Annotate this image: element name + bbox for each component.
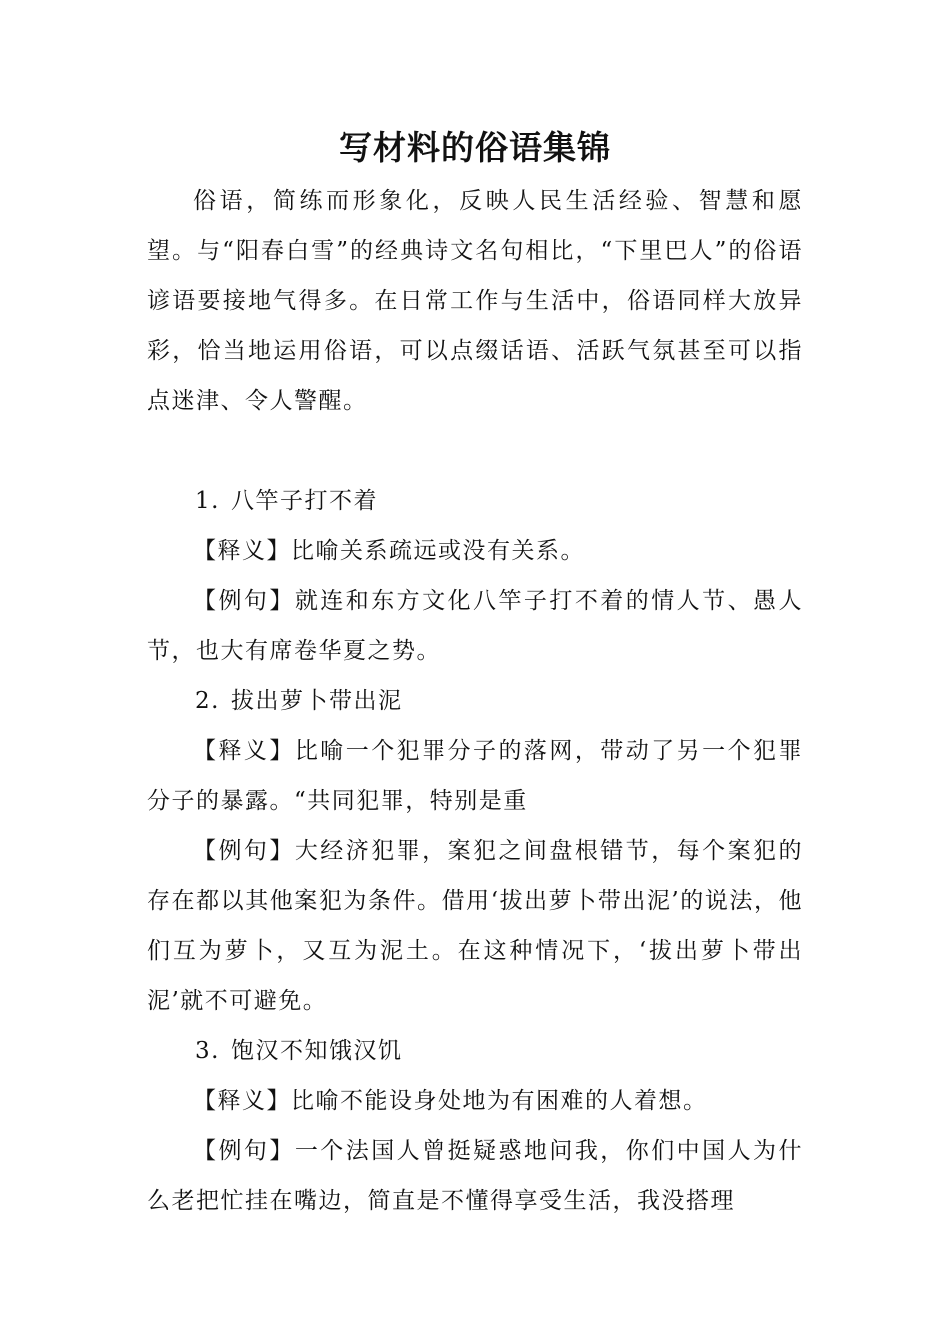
- proverb-phrase: 拔出萝卜带出泥: [231, 688, 403, 714]
- section-spacer: [147, 426, 803, 476]
- proverb-meaning: 【释义】比喻一个犯罪分子的落网，带动了另一个犯罪分子的暴露。“共同犯罪，特别是重: [147, 738, 803, 814]
- proverb-number: 3.: [195, 1038, 220, 1064]
- proverb-heading: [147, 676, 803, 726]
- proverb-number: 2.: [195, 688, 220, 714]
- proverb-meaning: 【释义】比喻关系疏远或没有关系。: [193, 538, 585, 564]
- proverb-example: 【例句】就连和东方文化八竿子打不着的情人节、愚人节，也大有席卷华夏之势。: [147, 588, 803, 664]
- proverb-number: 1.: [195, 488, 220, 514]
- proverb-item-3: [147, 1026, 803, 1226]
- proverb-item-2: [147, 676, 803, 1026]
- proverb-heading: [147, 476, 803, 526]
- document-title: 写材料的俗语集锦: [339, 128, 611, 167]
- proverb-heading: [147, 1026, 803, 1076]
- proverb-example: 【例句】大经济犯罪，案犯之间盘根错节，每个案犯的存在都以其他案犯为条件。借用‘拔出萝卜带出泥’的说法，他们互为萝卜，又互为泥土。在这种情况下，‘拔出萝卜带出泥’就不可避免。: [147, 838, 803, 1014]
- proverb-example: 【例句】一个法国人曾挺疑惑地问我，你们中国人为什么老把忙挂在嘴边，简直是不懂得享受生活，我没搭理: [147, 1138, 803, 1214]
- proverb-phrase: 饱汉不知饿汉饥: [231, 1038, 403, 1064]
- proverb-phrase: 八竿子打不着: [231, 488, 378, 514]
- proverb-meaning: 【释义】比喻不能设身处地为有困难的人着想。: [193, 1088, 708, 1114]
- proverb-item-1: [147, 476, 803, 676]
- intro-paragraph: 俗语，简练而形象化，反映人民生活经验、智慧和愿望。与“阳春白雪”的经典诗文名句相比，“下里巴人”的俗语谚语要接地气得多。在日常工作与生活中，俗语同样大放异彩，恰当地运用俗语，可以点缀话语、活跃气氛甚至可以指点迷津、令人警醒。: [147, 188, 803, 414]
- document-page: [147, 124, 803, 1226]
